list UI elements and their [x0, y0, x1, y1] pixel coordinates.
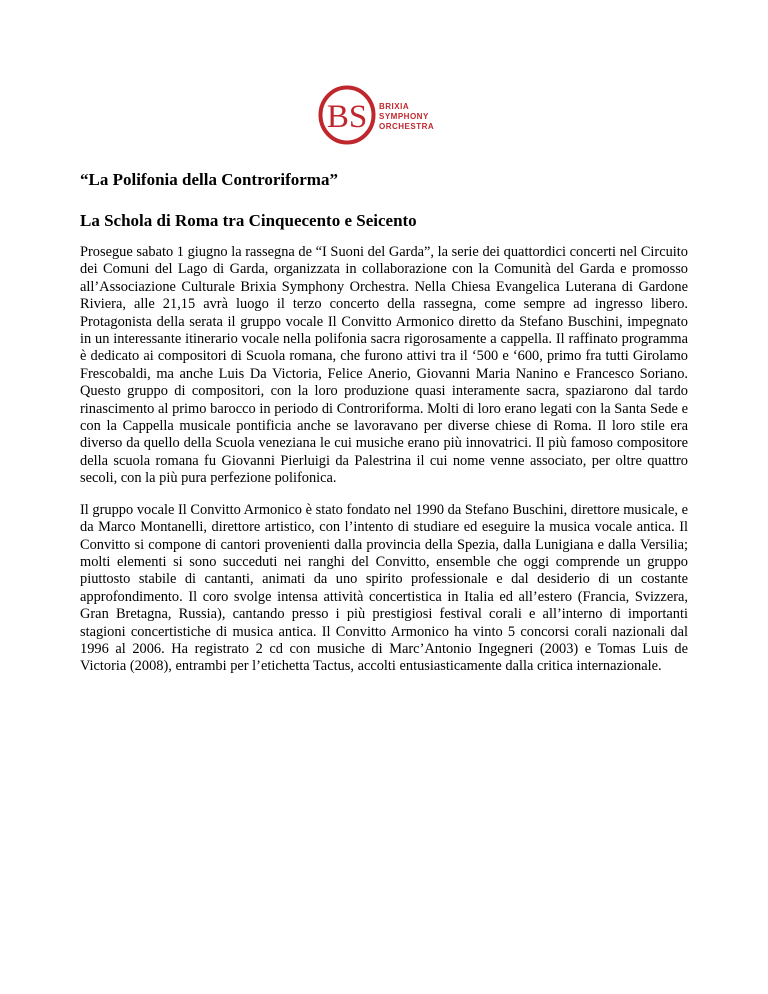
- logo-line-symphony: SYMPHONY: [379, 112, 429, 121]
- paragraph-ensemble: Il gruppo vocale Il Convitto Armonico è stato fondato nel 1990 da Stefano Buschini, direttore musicale, e da Marco Montanelli, direttore artistico, con l’intento di studiare ed eseguire la musica vocale antica. Il Convitto si compone di cantori provenienti dalla provincia della Spezia, dalla Lunigiana e dalla Versilia; molti elementi si sono succeduti nei ranghi del Convitto, ensemble che oggi comprende un gruppo piuttosto stabile di cantanti, animati da uno spirito professionale e dal desiderio di un costante approfondimento. Il coro svolge intensa attività concertistica in Italia ed all’estero (Francia, Svizzera, Gran Bretagna, Russia), cantando presso i più prestigiosi festival corali e all’interno di importanti stagioni concertistiche di musica antica. Il Convitto Armonico ha vinto 5 concorsi corali nazionali dal 1996 al 2006. Ha registrato 2 cd con musiche di Marc’Antonio Ingegneri (2003) e Tomas Luis de Victoria (2008), entrambi per l’etichetta Tactus, accolti entusiasticamente dalla critica internazionale.: [80, 501, 688, 675]
- paragraph-concert: Prosegue sabato 1 giugno la rassegna de “I Suoni del Garda”, la serie dei quattordici concerti nel Circuito dei Comuni del Lago di Garda, organizzata in collaborazione con la Comunità del Garda e promosso all’Associazione Culturale Brixia Symphony Orchestra. Nella Chiesa Evangelica Luterana di Gardone Riviera, alle 21,15 avrà luogo il terzo concerto della rassegna, come sempre ad ingresso libero. Protagonista della serata il gruppo vocale Il Convitto Armonico diretto da Stefano Buschini, impegnato in un interessante itinerario vocale nella polifonia sacra rigorosamente a cappella. Il raffinato programma è dedicato ai compositori di Scuola romana, che furono attivi tra il ‘500 e ‘600, primo fra tutti Girolamo Frescobaldi, ma anche Luis Da Victoria, Felice Anerio, Giovanni Maria Nanino e Francesco Soriano. Questo gruppo di compositori, con la loro produzione quasi interamente sacra, spaziarono dal tardo rinascimento al primo barocco in periodo di Controriforma. Molti di loro erano legati con la Santa Sede e con la Cappella musicale pontificia anche se lavoravano per diverse chiese di Roma. Il loro stile era diverso da quello della Scuola veneziana le cui musiche erano più innovatrici. Il più famoso compositore della scuola romana fu Giovanni Pierluigi da Palestrina il cui nome venne associato, per oltre quattro secoli, con la più pura perfezione polifonica.: [80, 244, 688, 487]
- document-body: [80, 170, 688, 690]
- logo-line-orchestra: ORCHESTRA: [379, 122, 435, 131]
- logo-line-brixia: BRIXIA: [379, 102, 410, 111]
- logo-initials: BS: [326, 99, 368, 135]
- document-subtitle: La Schola di Roma tra Cinquecento e Seicento: [80, 211, 417, 230]
- brixia-symphony-orchestra-logo: [317, 84, 447, 146]
- document-title: “La Polifonia della Controriforma”: [80, 170, 338, 189]
